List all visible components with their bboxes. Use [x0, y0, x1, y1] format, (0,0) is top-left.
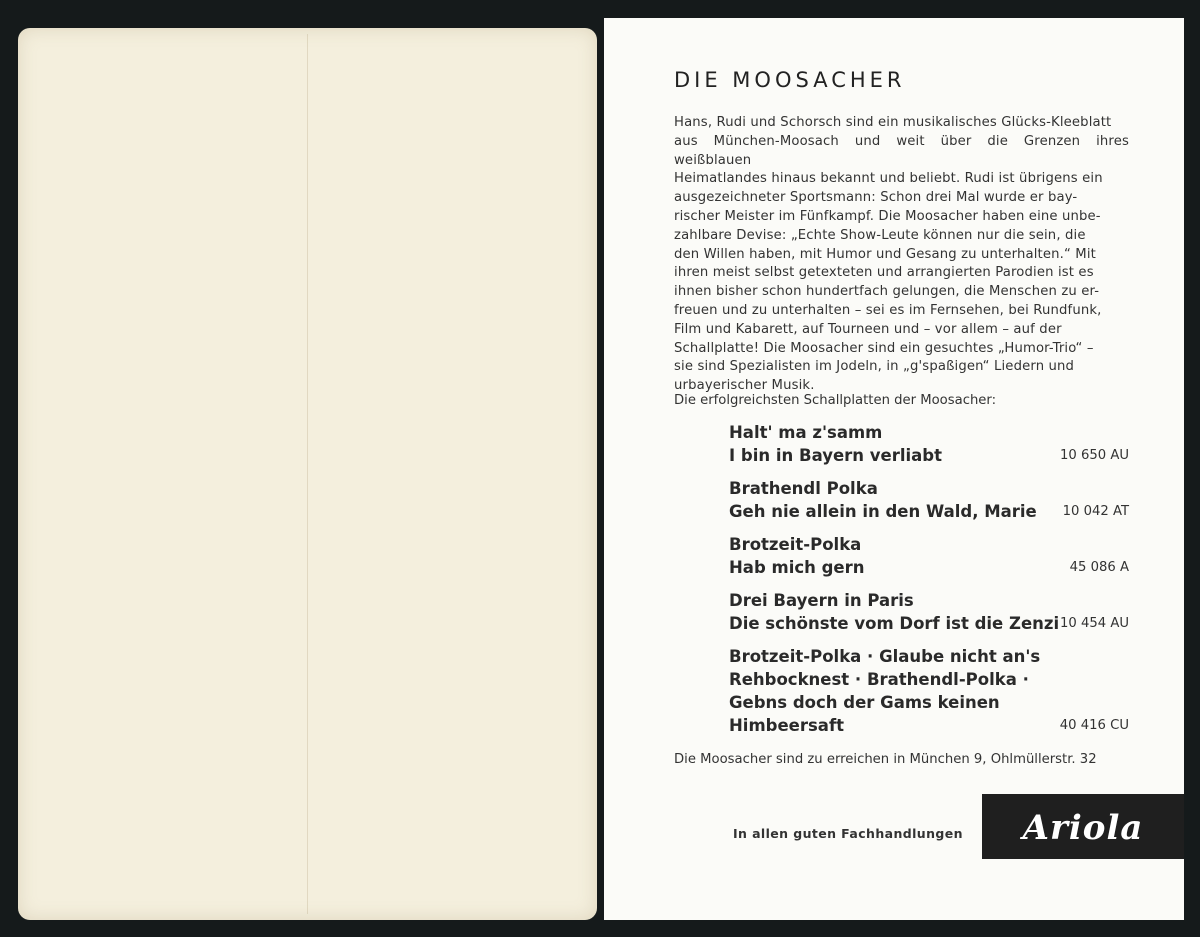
record-item [729, 477, 1129, 523]
paragraph-line: rischer Meister im Fünfkampf. Die Moosacher haben eine unbe- [674, 208, 1101, 224]
record-catalog-number: 40 416 CU [1059, 718, 1129, 733]
paragraph-line: Film und Kabarett, auf Tourneen und – vor allem – auf der [674, 321, 1062, 337]
record-item [729, 421, 1129, 467]
card-fold-line [307, 34, 308, 914]
description-paragraph [674, 114, 1129, 396]
record-item [729, 589, 1129, 635]
paragraph-line: sie sind Spezialisten im Jodeln, in „g'spaßigen“ Liedern und [674, 359, 1075, 375]
paragraph-line: Hans, Rudi und Schorsch sind ein musikalisches Glücks-Kleeblatt [674, 115, 1112, 130]
paragraph-line: freuen und zu unterhalten – sei es im Fernsehen, bei Rundfunk, [674, 302, 1102, 318]
record-catalog-number: 10 650 AU [1059, 448, 1129, 463]
contact-address: Die Moosacher sind zu erreichen in München 9, Ohlmüllerstr. 32 [674, 752, 1097, 767]
paragraph-line: aus München-Moosach und weit über die Grenzen ihres weißblauen [674, 133, 1129, 168]
record-title-line: Geh nie allein in den Wald, Marie [729, 502, 1037, 521]
record-list [729, 421, 1129, 747]
ariola-logo [982, 794, 1184, 859]
record-title-line: Himbeersaft [729, 716, 845, 735]
ariola-logo-wordmark [998, 802, 1168, 852]
record-title-line: Drei Bayern in Paris [729, 591, 914, 610]
paragraph-line: zahlbare Devise: „Echte Show-Leute können nur die sein, die [674, 227, 1086, 243]
card-back-blank [18, 28, 597, 920]
paragraph-line: Heimatlandes hinaus bekannt und beliebt. Rudi ist übrigens ein [674, 171, 1103, 187]
record-catalog-number: 10 454 AU [1059, 616, 1129, 631]
retail-note: In allen guten Fachhandlungen [733, 826, 963, 841]
record-catalog-number: 45 086 A [1069, 560, 1129, 575]
record-title-line: Brathendl Polka [729, 479, 878, 498]
paragraph-line: den Willen haben, mit Humor und Gesang zu unterhalten.“ Mit [674, 246, 1096, 262]
paragraph-line: ausgezeichneter Sportsmann: Schon drei Mal wurde er bay- [674, 190, 1078, 206]
paragraph-line: ihnen bisher schon hundertfach gelungen, die Menschen zu er- [674, 284, 1100, 300]
page-title: DIE MOOSACHER [674, 68, 906, 92]
record-catalog-number: 10 042 AT [1062, 504, 1129, 519]
record-item [729, 645, 1129, 737]
records-intro: Die erfolgreichsten Schallplatten der Moosacher: [674, 393, 997, 408]
record-title-line: Rehbocknest · Brathendl-Polka · [729, 670, 1029, 689]
paragraph-line: Schallplatte! Die Moosacher sind ein gesuchtes „Humor-Trio“ – [674, 340, 1094, 356]
record-title-line: Hab mich gern [729, 558, 865, 577]
card-front-printed [604, 18, 1184, 920]
paragraph-line: ihren meist selbst getexteten und arrangierten Parodien ist es [674, 265, 1094, 281]
paragraph-line: urbayerischer Musik. [674, 378, 815, 394]
record-title-line: I bin in Bayern verliabt [729, 446, 942, 465]
record-title-line: Brotzeit-Polka · Glaube nicht an's [729, 647, 1041, 666]
record-title-line: Gebns doch der Gams keinen [729, 693, 1000, 712]
record-title-line: Die schönste vom Dorf ist die Zenzi [729, 614, 1060, 633]
record-title-line: Halt' ma z'samm [729, 423, 883, 442]
logo-text: Ariola [1022, 807, 1144, 848]
record-item [729, 533, 1129, 579]
record-title-line: Brotzeit-Polka [729, 535, 862, 554]
